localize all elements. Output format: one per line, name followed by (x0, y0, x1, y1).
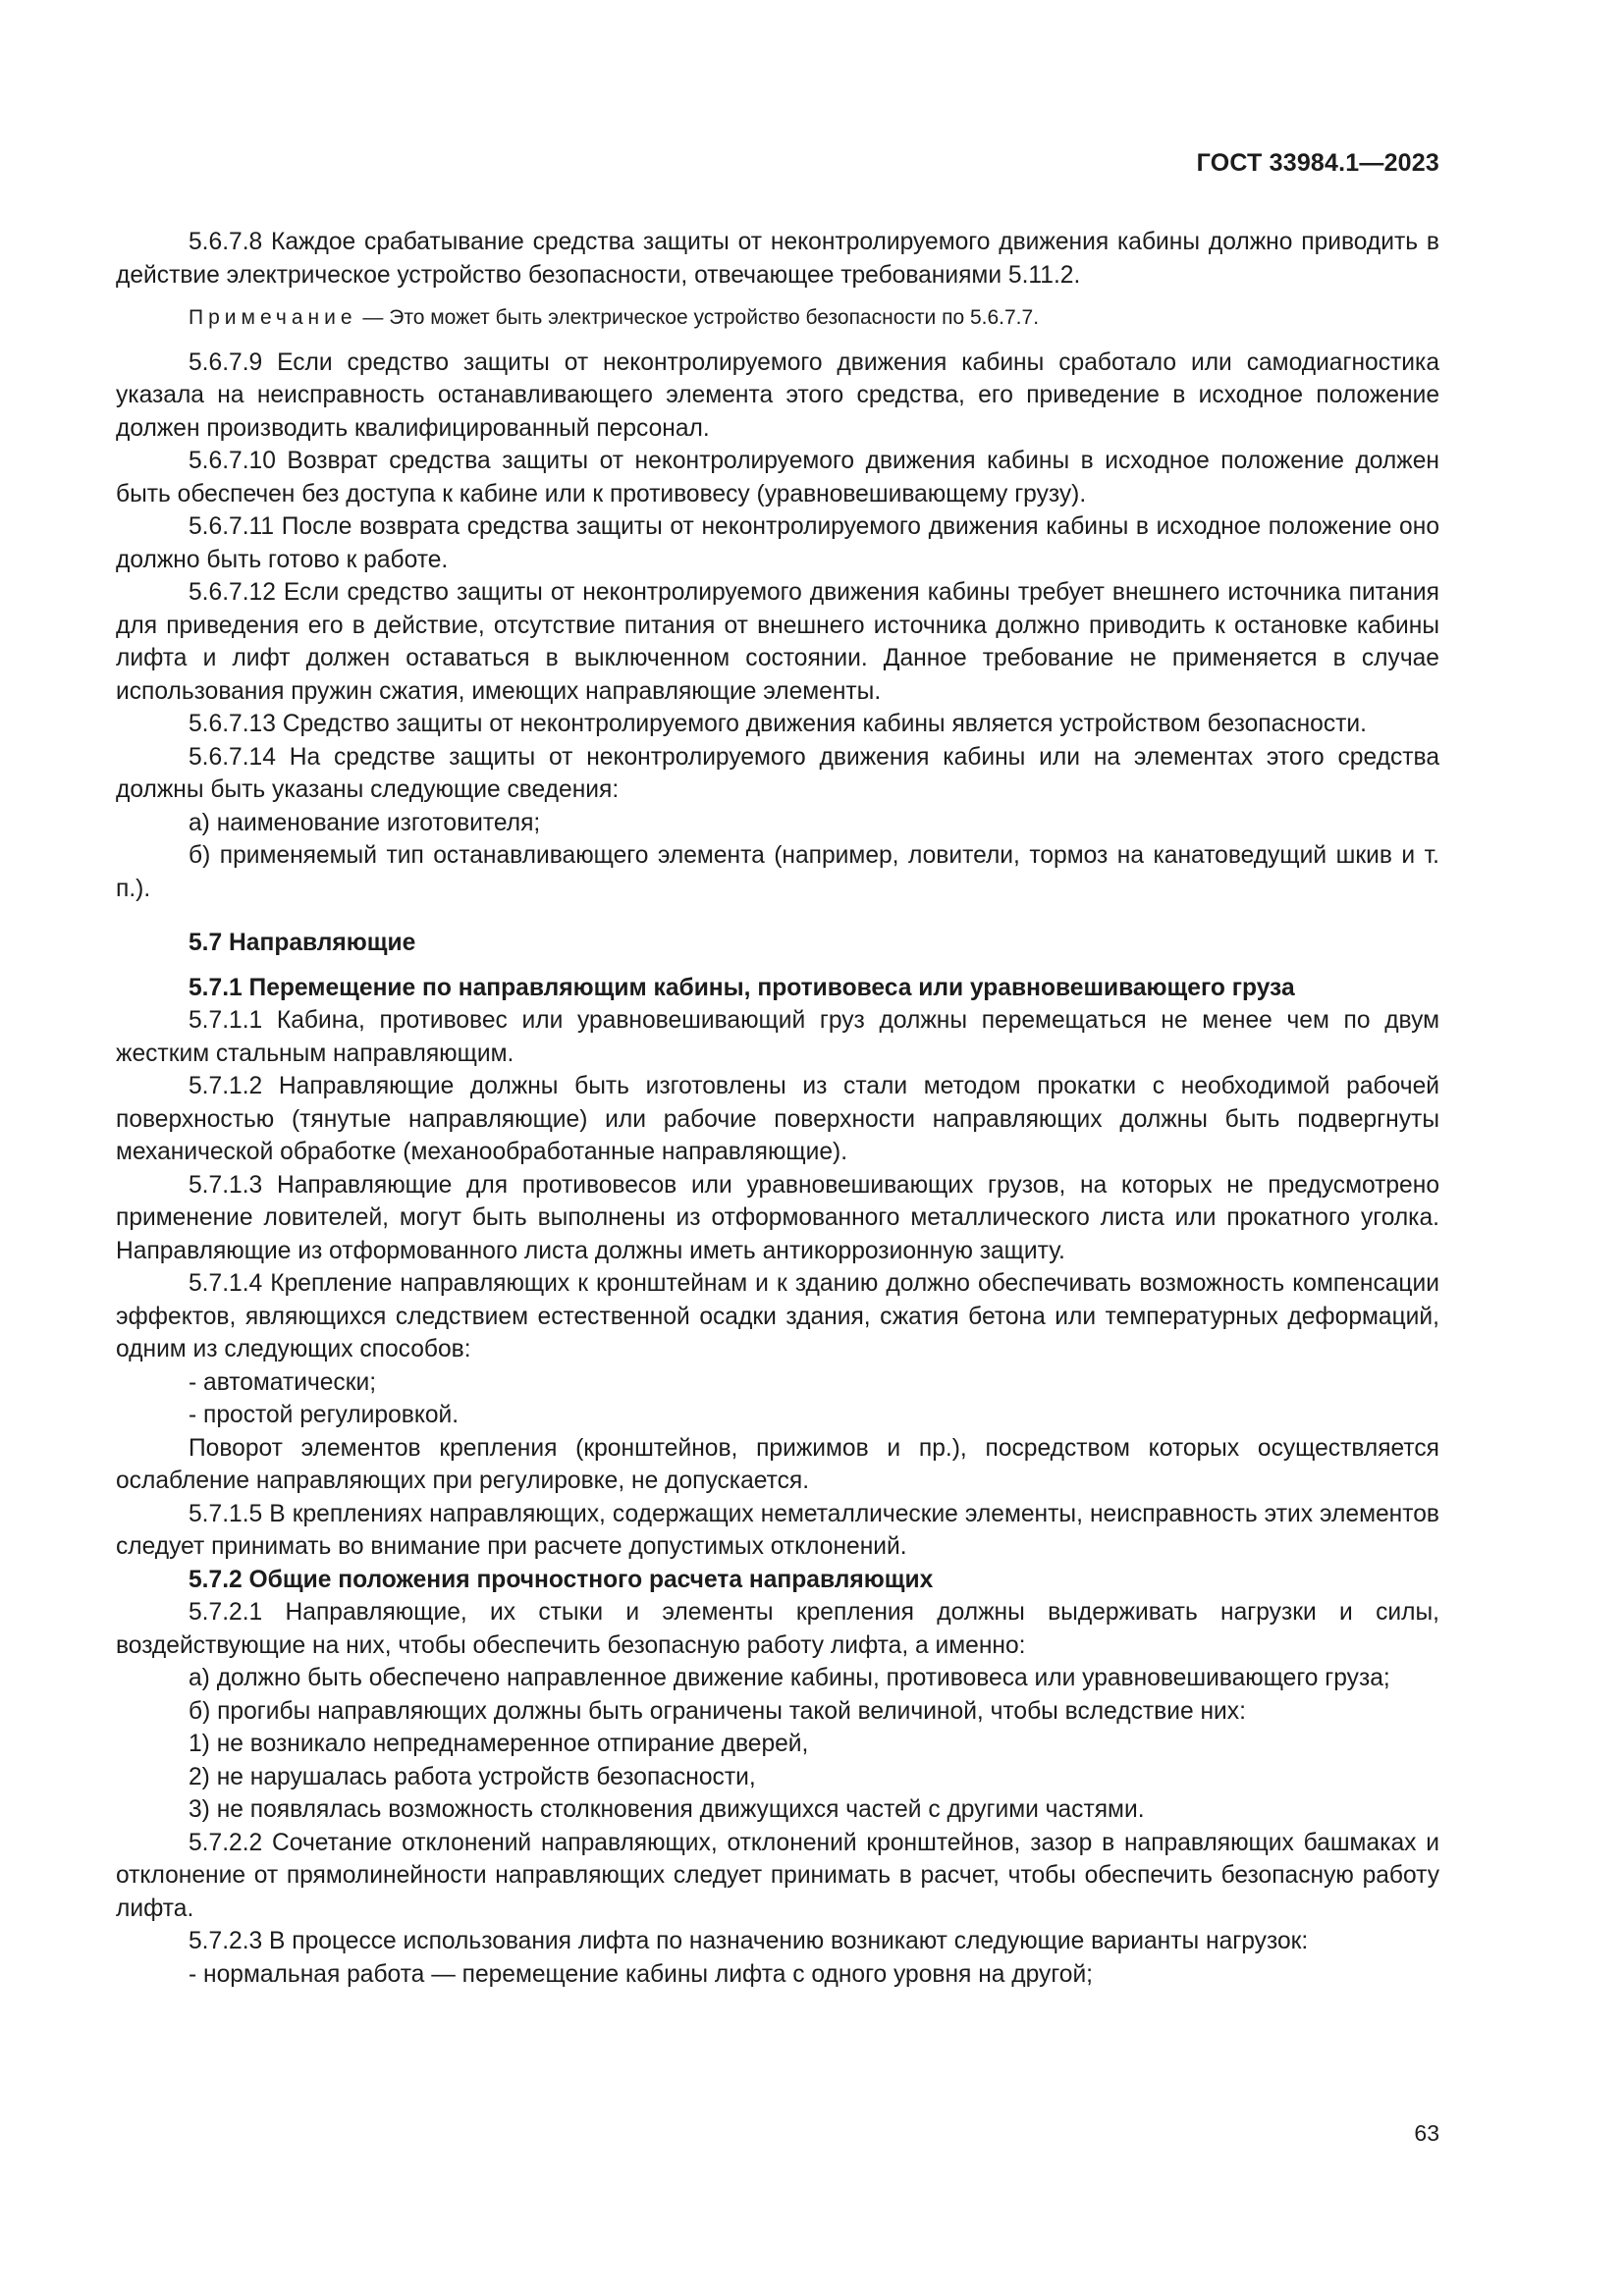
note-label: Примечание (189, 306, 357, 329)
paragraph-5-6-7-13: 5.6.7.13 Средство защиты от неконтролируемого движения кабины является устройством безопасности. (189, 711, 1367, 737)
paragraph-5-6-7-12: 5.6.7.12 Если средство защиты от неконтролируемого движения кабины требует внешнего источника питания для приведения его в действие, отсутствие питания от внешнего источника должно приводить к остановке кабины лифта и лифт должен оставаться в выключенном состоянии. Данное требование не применяется в случае использования пружин сжатия, имеющих направляющие элементы. (116, 579, 1439, 705)
paragraph-5-6-7-9: 5.6.7.9 Если средство защиты от неконтролируемого движения кабины сработало или самодиагностика указала на неисправность останавливающего элемента этого средства, его приведение в исходное положение должен производить квалифицированный персонал. (116, 348, 1439, 442)
page-number: 63 (1414, 2120, 1439, 2146)
list-item: - простой регулировкой. (189, 1402, 460, 1428)
document-body (116, 226, 1439, 1991)
paragraph-5-7-1-1: 5.7.1.1 Кабина, противовес или уравновешивающий груз должны перемещаться не менее чем по двум жестким стальным направляющим. (116, 1007, 1439, 1067)
note-text: — Это может быть электрическое устройство безопасности по 5.6.7.7. (356, 306, 1040, 329)
list-item: - нормальная работа — перемещение кабины лифта с одного уровня на другой; (189, 1960, 1094, 1988)
paragraph-5-7-1-2: 5.7.1.2 Направляющие должны быть изготовлены из стали методом прокатки с необходимой рабочей поверхностью (тянутые направляющие) или рабочие поверхности направляющих должны быть подвергнуты механической обработке (механообработанные направляющие). (116, 1073, 1439, 1165)
paragraph-5-6-7-14: 5.6.7.14 На средстве защиты от неконтролируемого движения кабины или на элементах этого средства должны быть указаны следующие сведения: (116, 743, 1439, 803)
paragraph-5-7-1-3: 5.7.1.3 Направляющие для противовесов или уравновешивающих грузов, на которых не предусмотрено применение ловителей, могут быть выполнены из отформованного металлического листа или прокатного уголка. Направляющие из отформованного листа должны иметь антикоррозионную защиту. (116, 1171, 1439, 1264)
paragraph-5-7-1-4-note: Поворот элементов крепления (кронштейнов, прижимов и пр.), посредством которых осуществляется ослабление направляющих при регулировке, не допускается. (116, 1434, 1439, 1494)
paragraph-5-6-7-11: 5.6.7.11 После возврата средства защиты от неконтролируемого движения кабины в исходное положение оно должно быть готово к работе. (116, 513, 1439, 573)
paragraph-5-6-7-8: 5.6.7.8 Каждое срабатывание средства защиты от неконтролируемого движения кабины должно приводить в действие электрическое устройство безопасности, отвечающее требованиями 5.11.2. (116, 229, 1439, 289)
document-header: ГОСТ 33984.1—2023 (1196, 149, 1439, 177)
section-heading-5-7-1: 5.7.1 Перемещение по направляющим кабины, противовеса или уравновешивающего груза (189, 974, 1295, 1001)
paragraph-5-7-1-4: 5.7.1.4 Крепление направляющих к кронштейнам и к зданию должно обеспечивать возможность компенсации эффектов, являющихся следствием естественной осадки здания, сжатия бетона или температурных деформаций, одним из следующих способов: (116, 1270, 1439, 1362)
list-item: а) должно быть обеспечено направленное движение кабины, противовеса или уравновешивающего груза; (189, 1665, 1390, 1691)
list-item: - автоматически; (189, 1368, 377, 1396)
section-heading-5-7-2: 5.7.2 Общие положения прочностного расчета направляющих (189, 1566, 934, 1593)
paragraph-5-7-2-1: 5.7.2.1 Направляющие, их стыки и элементы крепления должны выдерживать нагрузки и силы, воздействующие на них, чтобы обеспечить безопасную работу лифта, а именно: (116, 1599, 1439, 1659)
list-item: 1) не возникало непреднамеренное отпирание дверей, (189, 1731, 809, 1757)
paragraph-5-7-2-3: 5.7.2.3 В процессе использования лифта по назначению возникают следующие варианты нагрузок: (189, 1928, 1309, 1954)
list-item: а) наименование изготовителя; (189, 809, 541, 836)
paragraph-5-7-1-5: 5.7.1.5 В креплениях направляющих, содержащих неметаллические элементы, неисправность этих элементов следует принимать во внимание при расчете допустимых отклонений. (116, 1500, 1439, 1560)
note (116, 301, 1439, 335)
paragraph-5-6-7-10: 5.6.7.10 Возврат средства защиты от неконтролируемого движения кабины в исходное положение должен быть обеспечен без доступа к кабине или к противовесу (уравновешивающему грузу). (116, 448, 1439, 507)
list-item: б) применяемый тип останавливающего элемента (например, ловители, тормоз на канатоведущий шкив и т. п.). (116, 842, 1439, 902)
list-item: 2) не нарушалась работа устройств безопасности, (189, 1763, 756, 1790)
paragraph-5-7-2-2: 5.7.2.2 Сочетание отклонений направляющих, отклонений кронштейнов, зазор в направляющих башмаках и отклонение от прямолинейности направляющих следует принимать в расчет, чтобы обеспечить безопасную работу лифта. (116, 1829, 1439, 1922)
section-heading-5-7: 5.7 Направляющие (189, 930, 416, 956)
list-item: 3) не появлялась возможность столкновения движущихся частей с другими частями. (189, 1796, 1145, 1823)
list-item: б) прогибы направляющих должны быть ограничены такой величиной, чтобы вследствие них: (189, 1697, 1246, 1725)
